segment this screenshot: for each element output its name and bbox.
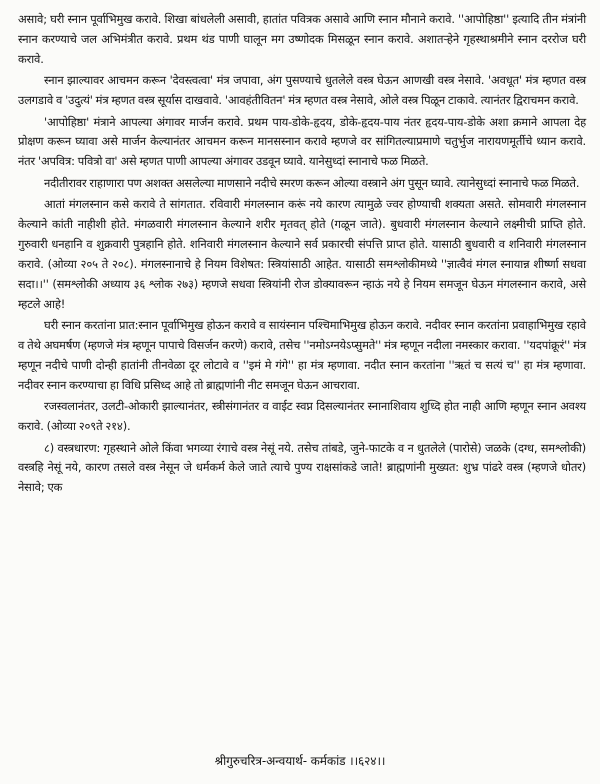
paragraph-bath-rules: असावे; घरी स्नान पूर्वाभिमुख करावे. शिखा बांधलेली असावी, हातांत पवित्रक असावे आणि स्नान मौनाने करावे. ''आपोहिष्ठा'' इत्यादि तीन मंत्रांनी स्नान करण्याचे जल अभिमंत्रीत करावे. प्रथम थंड पाणी घालून मग उष्णोदक मिसळून स्नान करावे. अशातऱ्हेने गृहस्थाश्रमीने स्नान दररोज घरी करावे.	[18, 12, 586, 66]
paragraph-river-remembrance: नदीतीरावर राहाणारा पण अशक्त असलेल्या माणसाने नदीचे स्मरण करून ओल्या वस्त्राने अंग पुसून घ्यावे. त्यानेसुध्दां स्नानाचे फळ मिळते.	[44, 175, 580, 190]
paragraph-clothing-after-bath: स्नान झाल्यावर आचमन करून 'देवस्त्वत्वा' मंत्र जपावा, अंग पुसण्याचे धुतलेले वस्त्र घेऊन आणखी वस्त्र नेसावे. 'अवधूत' मंत्र म्हणत वस्त्र उलगडावे व 'उदुत्यं' मंत्र म्हणत वस्त्र सूर्यास दाखवावे. 'आवहंतीवितन' मंत्र म्हणत वस्त्र नेसावे, ओले वस्त्र पिळून टाकावे. त्यानंतर द्विराचमन करावे.	[18, 73, 586, 108]
paragraph-marjan: 'आपोहिष्ठा' मंत्राने आपल्या अंगावर मार्जन करावे. प्रथम पाय-डोके-हृदय, डोके-हृदय-पाय नंतर हृदय-पाय-डोके अशा क्रमाने आपला देह प्रोक्षण करून घ्यावा असे मार्जन केल्यानंतर आचमन करून मानसस्नान करावे म्हणजे वर सांगितल्याप्रमाणे चतुर्भुज नारायणमूर्तीचे ध्यान करावे. नंतर 'अपवित्र: पवित्रो वा' असे म्हणत पाणी आपल्या अंगावर उडवून घ्यावे. यानेसुध्दां स्नानाचे फळ मिळते.	[18, 114, 586, 169]
body-text	[18, 10, 586, 500]
paragraph-vastradharan: ८) वस्त्रधारण: गृहस्थाने ओले किंवा भगव्या रंगाचे वस्त्र नेसूं नये. तसेच तांबडे, जुने-फाटके व न धुतलेले (पारोसे) जळके (दग्ध, समश्लोकी) वस्त्रहि नेसूं नये, कारण तसले वस्त्र नेसून जे धर्मकर्म केले जाते त्याचे पुण्य राक्षसांकडे जाते! ब्राह्मणांनी मुख्यत: शुभ्र पांढरे वस्त्र (म्हणजे धोतर) नेसावे; एक	[18, 440, 586, 495]
paragraph-mandatory-bath: रजस्वलानंतर, उलटी-ओकारी झाल्यानंतर, स्त्रीसंगानंतर व वाईट स्वप्न दिसल्यानंतर स्नानाशिवाय शुध्दि होत नाही आणि म्हणून स्नान अवश्य करावे. (ओव्या २०९ते २१४).	[18, 399, 586, 434]
paragraph-mangal-snan: आतां मंगलस्नान कसे करावे ते सांगतात. रविवारी मंगलस्नान करूं नये कारण त्यामुळे ज्वर होण्याची शक्यता असते. सोमवारी मंगलस्नान केल्याने कांती नाहीशी होते. मंगळवारी मंगलस्नान केल्याने शरीर मृतवत् होते (गळून जाते). बुधवारी मंगलस्नान केल्याने लक्ष्मीची प्राप्ति होते. गुरुवारी धनहानि व शुक्रवारी पुत्रहानि होते. शनिवारी मंगलस्नान केल्याने सर्व प्रकारची संपत्ति प्राप्त होते. यासाठी बुधवारी व शनिवारी मंगलस्नान करावे. (ओव्या २०५ ते २०८). मंगलस्नानाचे हे नियम विशेषत: स्त्रियांसाठी आहेत. यासाठी समश्लोकीमध्ये ''ज्ञात्वैवं मंगल स्नायान्न शीर्ष्णा सधवा सदा।।'' (समश्लोकी अध्याय ३६ श्लोक २७३) म्हणजे सधवा स्त्रियांनी रोज डोक्यावरून न्हाऊं नये हे नियम समजून घेऊन मंगलस्नान करावे, असे म्हटले आहे!	[18, 197, 586, 311]
page-footer: श्रीगुरुचरित्र-अन्वयार्थ- कर्मकांड ।।६२४।।	[214, 754, 386, 768]
paragraph-river-bathing: घरी स्नान करतांना प्रात:स्नान पूर्वाभिमुख होऊन करावे व सायंस्नान पश्चिमाभिमुख होऊन करावे. नदीवर स्नान करतांना प्रवाहाभिमुख रहावे व तेथे अघमर्षण (म्हणजे मंत्र म्हणून पापाचे विसर्जन करणे) करावे, तसेच ''नमोऽग्नयेऽप्सुमते'' मंत्र म्हणून नदीला नमस्कार करावा. ''यदपांक्रूरं'' मंत्र म्हणून नदीचे पाणी दोन्ही हातांनी तीनवेळा दूर लोटावे व ''इमं मे गंगे'' हा मंत्र म्हणावा. नदीत स्नान करतांना ''ऋतं च सत्यं च'' हा मंत्र म्हणावा. नदीवर स्नान करण्याचा हा विधि प्रसिध्द आहे तो ब्राह्मणांनी नीट समजून घेऊन आचरावा.	[18, 318, 586, 392]
